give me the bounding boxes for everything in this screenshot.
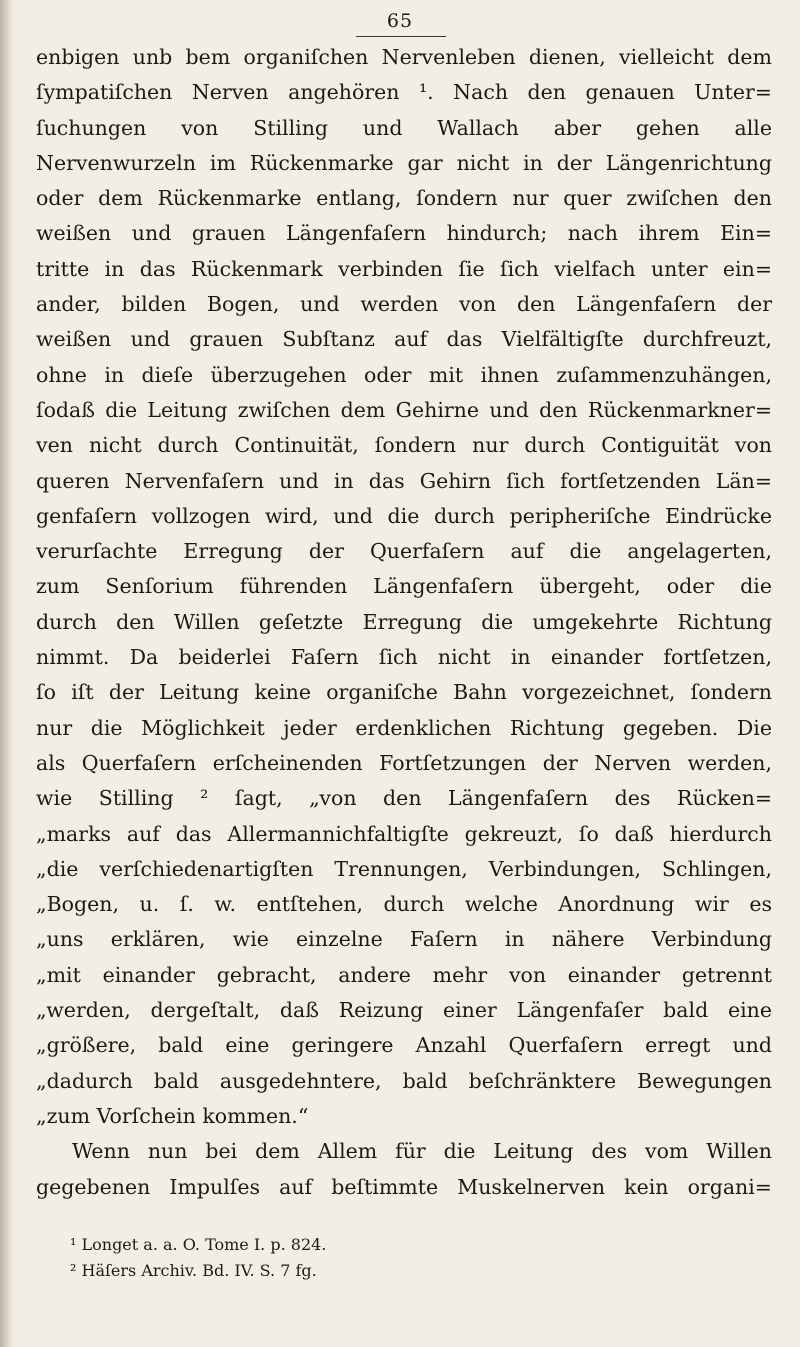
text-line: „dadurch bald ausgedehntere, bald beſchränktere Bewegungen <box>36 1068 772 1093</box>
text-line: „uns erklären, wie einzelne Faſern in nähere Verbindung <box>36 927 772 952</box>
text-line: „zum Vorſchein kommen.“ <box>36 1103 309 1128</box>
text-line: ſuchungen von Stilling und Wallach aber gehen alle <box>36 115 772 140</box>
text-line: tritte in das Rückenmark verbinden ſie ſich vielfach unter ein= <box>36 256 772 281</box>
text-line: oder dem Rückenmarke entlang, ſondern nur quer zwiſchen den <box>36 186 772 211</box>
text-line: ſodaß die Leitung zwiſchen dem Gehirne und den Rückenmarkner= <box>36 397 772 422</box>
page-number: 65 <box>386 10 414 32</box>
footnote-1: ¹ Longet a. a. O. Tome I. p. 824. <box>70 1235 327 1254</box>
text-line: ſo iſt der Leitung keine organiſche Bahn vorgezeichnet, ſondern <box>36 680 772 705</box>
text-line: „die verſchiedenartigſten Trennungen, Verbindungen, Schlingen, <box>36 856 772 881</box>
page-edge-shadow <box>0 0 14 1347</box>
body-text <box>36 40 772 1205</box>
text-line: Nervenwurzeln im Rückenmarke gar nicht in der Längenrichtung <box>36 150 772 175</box>
text-line: weißen und grauen Längenfaſern hindurch; nach ihrem Ein= <box>36 221 772 246</box>
text-line: ſympatiſchen Nerven angehören ¹. Nach den genauen Unter= <box>36 80 772 105</box>
text-line: nimmt. Da beiderlei Faſern ſich nicht in einander fortſetzen, <box>36 645 772 670</box>
text-line: ander, bilden Bogen, und werden von den Längenfaſern der <box>36 292 772 317</box>
text-line: wie Stilling ² ſagt, „von den Längenfaſern des Rücken= <box>36 786 772 811</box>
text-line: ohne in dieſe überzugehen oder mit ihnen zuſammenzuhängen, <box>36 362 772 387</box>
footnote-2: ² Häſers Archiv. Bd. IV. S. 7 fg. <box>70 1261 317 1280</box>
text-line: enbigen unb bem organiſchen Nervenleben dienen, vielleicht dem <box>36 45 772 69</box>
footnotes <box>70 1232 770 1284</box>
text-line: ven nicht durch Continuität, ſondern nur durch Contiguität von <box>36 433 772 458</box>
text-line: verurſachte Erregung der Querfaſern auf die angelagerten, <box>36 539 772 564</box>
text-line: genfaſern vollzogen wird, und die durch peripheriſche Eindrücke <box>36 503 772 528</box>
text-line: „werden, dergeſtalt, daß Reizung einer Längenfaſer bald eine <box>36 998 772 1023</box>
text-line: Wenn nun bei dem Allem für die Leitung des vom Willen <box>72 1139 772 1164</box>
text-line: durch den Willen geſetzte Erregung die umgekehrte Richtung <box>36 609 772 634</box>
text-line: „mit einander gebracht, andere mehr von einander getrennt <box>36 962 772 987</box>
text-line: nur die Möglichkeit jeder erdenklichen Richtung gegeben. Die <box>36 715 772 740</box>
text-line: weißen und grauen Subſtanz auf das Vielfältigſte durchfreuzt, <box>36 327 772 352</box>
text-line: zum Senſorium führenden Längenfaſern übergeht, oder die <box>36 574 772 599</box>
text-line: „Bogen, u. ſ. w. entſtehen, durch welche Anordnung wir es <box>36 892 772 917</box>
text-line: als Querfaſern erſcheinenden Fortſetzungen der Nerven werden, <box>36 750 772 775</box>
text-line: „marks auf das Allermannichfaltigſte gekreuzt, ſo daß hierdurch <box>36 821 772 846</box>
text-line: gegebenen Impulſes auf beſtimmte Muskelnerven kein organi= <box>36 1174 772 1199</box>
text-line: „größere, bald eine geringere Anzahl Querfaſern erregt und <box>36 1033 772 1058</box>
text-line: queren Nervenfaſern und in das Gehirn ſich fortſetzenden Län= <box>36 468 772 493</box>
page-number-rule <box>356 36 446 37</box>
